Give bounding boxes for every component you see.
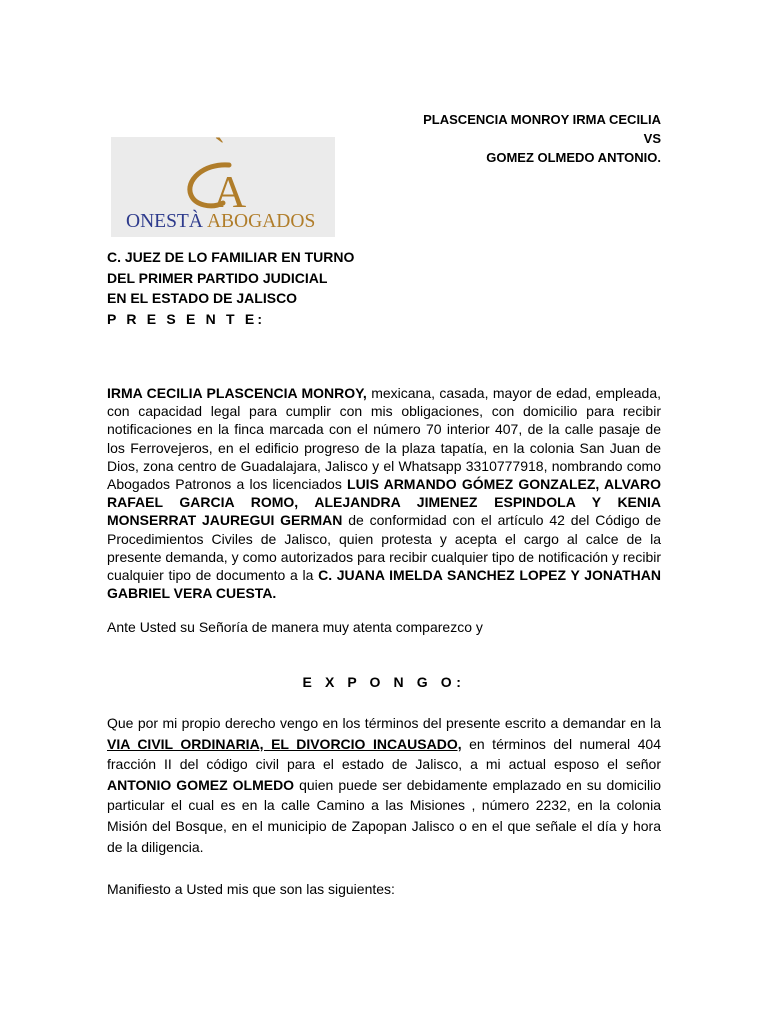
onesta-abogados-logo — [111, 137, 335, 237]
defendant-name: GOMEZ OLMEDO ANTONIO. — [486, 150, 661, 165]
logo-letter-a: A — [213, 166, 247, 217]
lawyers-names: LUIS ARMANDO GÓMEZ GONZALEZ, ALVARO RAFAEL GARCIA ROMO, ALEJANDRA JIMENEZ ESPINDOLA Y KENIA MONSERRAT JAUREGUI GERMAN — [107, 476, 661, 529]
paragraph-appearance: Ante Usted su Señoría de manera muy atenta comparezco y — [107, 619, 483, 635]
versus-label: VS — [643, 131, 661, 146]
claim-intro-text: Que por mi propio derecho vengo en los términos del presente escrito a demandar en la — [107, 715, 661, 731]
logo-wordmark-accent-char: À — [188, 211, 203, 232]
logo-wordmark-suffix: ABOGADOS — [206, 211, 316, 232]
addressee-line-3: EN EL ESTADO DE JALISCO — [107, 290, 298, 306]
claim-via: VIA CIVIL ORDINARIA, EL DIVORCIO INCAUSADO, — [107, 735, 462, 752]
paragraph-claim — [107, 713, 661, 857]
logo-wordmark-prefix: ONEST — [126, 211, 189, 232]
paragraph-manifest: Manifiesto a Usted mis que son las siguientes: — [107, 881, 395, 897]
paragraph-plaintiff-identity — [107, 384, 661, 602]
claim-address-text: quien puede ser debidamente emplazado en su domicilio particular el cual es en la calle Camino a las Misiones , número 2232, en la colonia Misión del Bosque, en el municipio de Zapopan Jalisco o en el que señale el día y hora de la diligencia. — [107, 776, 661, 855]
logo-accent-mark: ` — [214, 137, 226, 169]
plaintiff-name: PLASCENCIA MONROY IRMA CECILIA — [423, 112, 661, 127]
logo-graphic — [111, 137, 335, 237]
legal-basis-text: de conformidad con el artículo 42 del Código de Procedimientos Civiles de Jalisco, quien protesta y acepta el cargo al calce de la presente demanda, y como autorizados para recibir cualquier tipo de notificación y recibir cualquier tipo de documento a la — [107, 512, 661, 584]
plaintiff-details-text: mexicana, casada, mayor de edad, empleada, con capacidad legal para cumplir con mis obligaciones, con domicilio para recibir notificaciones en la finca marcada con el número 70 interior 407, de la calle pasaje de los Ferrovejeros, en el edificio progreso de la plaza tapatía, en la colonia San Juan de Dios, zona centro de Guadalajara, Jalisco y el Whatsapp 3310777918, nombrando como Abogados Patronos a los licenciados — [107, 385, 661, 493]
case-caption — [301, 110, 661, 167]
addressee-block — [107, 247, 354, 329]
logo-wordmark — [126, 210, 315, 232]
plaintiff-full-name: IRMA CECILIA PLASCENCIA MONROY, — [107, 385, 367, 401]
authorized-persons: C. JUANA IMELDA SANCHEZ LOPEZ Y JONATHAN GABRIEL VERA CUESTA. — [107, 567, 661, 602]
section-heading-expongo: E X P O N G O: — [302, 674, 466, 690]
addressee-presente: P R E S E N T E: — [107, 310, 266, 327]
claim-legal-text: en términos del numeral 404 fracción II del código civil para el estado de Jalisco, a mi actual esposo el señor — [107, 735, 661, 773]
claim-defendant-name: ANTONIO GOMEZ OLMEDO — [107, 776, 295, 793]
addressee-line-2: DEL PRIMER PARTIDO JUDICIAL — [107, 269, 328, 286]
addressee-line-1: C. JUEZ DE LO FAMILIAR EN TURNO — [107, 249, 355, 265]
